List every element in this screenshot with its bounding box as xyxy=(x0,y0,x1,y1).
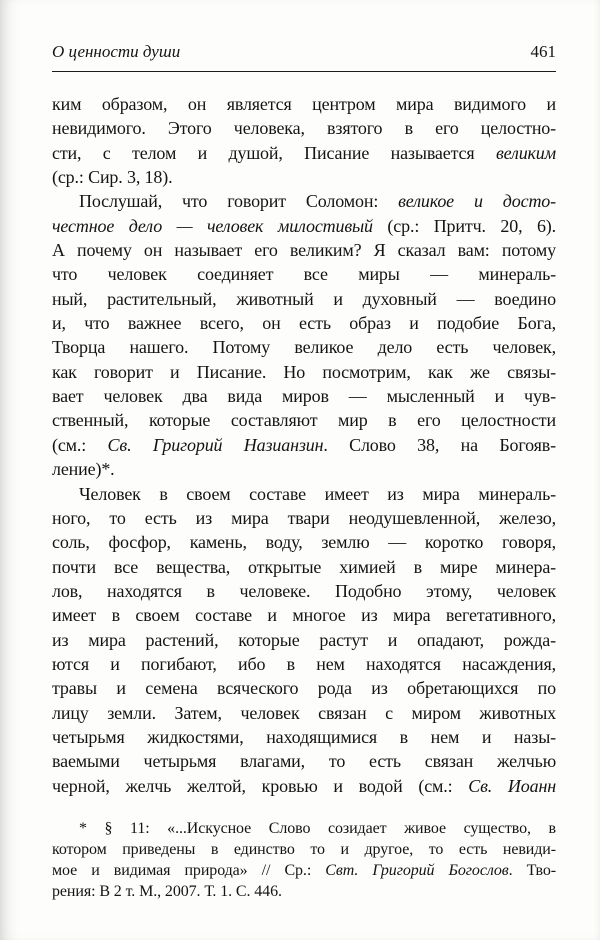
text-segment: (см.: xyxy=(52,434,108,455)
text-segment: Послушай, что говорит Соломон: xyxy=(79,191,399,212)
text-segment: ются и погибают, ибо в нем находятся насаждения, xyxy=(52,653,556,674)
text-segment: ление)*. xyxy=(52,459,115,480)
text-segment: мое и видимая природа» // Ср.: xyxy=(52,861,326,879)
body-line xyxy=(52,189,556,213)
text-segment: черной, желчь желтой, кровью и водой (см.: xyxy=(52,775,469,796)
text-segment: из мира растений, которые растут и опадают, рожда- xyxy=(52,629,556,650)
text-segment: сти, с телом и душой, Писание называется xyxy=(52,142,496,163)
text-segment: А почему он называет его великим? Я сказал вам: потому xyxy=(52,240,556,261)
body-line xyxy=(52,701,556,725)
body-line xyxy=(52,335,556,359)
italic-text-segment: честное дело — человек милостивый xyxy=(52,215,373,236)
footnote-line xyxy=(52,882,556,903)
body-line xyxy=(52,433,556,457)
italic-text-segment: великое и досто- xyxy=(398,191,556,212)
body-line xyxy=(52,360,556,384)
text-segment: как говорит и Писание. Но посмотрим, как же связы- xyxy=(52,361,556,382)
text-segment: рения: В 2 т. М., 2007. Т. 1. С. 446. xyxy=(52,882,282,900)
body-line xyxy=(52,676,556,700)
text-segment: травы и семена всяческого рода из обретающихся по xyxy=(52,678,556,699)
body-line xyxy=(52,92,556,116)
text-segment: что человек соединяет все миры — минераль- xyxy=(52,264,556,285)
body-line xyxy=(52,652,556,676)
body-line xyxy=(52,384,556,408)
body-line xyxy=(52,628,556,652)
text-segment: лицу земли. Затем, человек связан с миром животных xyxy=(52,702,556,723)
body-line xyxy=(52,141,556,165)
text-segment: * § 11: «...Искусное Слово созидает живое существо, в xyxy=(79,819,556,837)
footnote-line xyxy=(52,840,556,861)
body-line xyxy=(52,214,556,238)
paragraph xyxy=(52,189,556,481)
paragraph xyxy=(52,482,556,798)
page-header xyxy=(52,42,556,62)
body-line xyxy=(52,555,556,579)
footnote-line xyxy=(52,819,556,840)
italic-text-segment: Св. Григорий Назианзин xyxy=(107,434,324,455)
text-segment: ного, то есть из мира твари неодушевленной, железо, xyxy=(52,507,556,528)
text-segment: вает человек два вида миров — мысленный и чув- xyxy=(52,386,556,407)
text-segment: ственный, которые составляют мир в его целостности xyxy=(52,410,556,431)
text-segment: (ср.: Притч. 20, 6). xyxy=(372,215,556,236)
paragraph xyxy=(52,92,556,189)
text-segment: соль, фосфор, камень, воду, землю — коротко говоря, xyxy=(52,532,556,553)
body-line xyxy=(52,749,556,773)
footnote xyxy=(52,819,556,903)
body-line xyxy=(52,408,556,432)
body-line xyxy=(52,506,556,530)
body-line xyxy=(52,116,556,140)
header-rule xyxy=(52,71,556,72)
body-line xyxy=(52,482,556,506)
body-line xyxy=(52,311,556,335)
body-line xyxy=(52,530,556,554)
text-segment: ким образом, он является центром мира видимого и xyxy=(52,94,556,114)
body-line xyxy=(52,238,556,262)
footnote-line xyxy=(52,861,556,882)
body-line xyxy=(52,262,556,286)
italic-text-segment: Св. Иоанн xyxy=(468,775,557,796)
body-line xyxy=(52,725,556,749)
italic-text-segment: Свт. Григорий Богослов xyxy=(325,861,509,879)
text-segment: и, что важнее всего, он есть образ и подобие Бога, xyxy=(52,313,556,334)
body-line xyxy=(52,579,556,603)
text-segment: лов, находятся в человеке. Подобно этому, человек xyxy=(52,580,556,601)
text-segment: . Тво- xyxy=(508,861,556,879)
text-segment: невидимого. Этого человека, взятого в его целостно- xyxy=(52,118,556,139)
text-segment: ный, растительный, животный и духовный — воедино xyxy=(52,288,556,309)
text-segment: четырьмя жидкостями, находящимися в нем и назы- xyxy=(52,726,556,747)
page-number: 461 xyxy=(530,42,556,61)
running-title: О ценности души xyxy=(52,42,181,61)
text-segment: имеет в своем составе и многое из мира вегетативного, xyxy=(52,605,556,626)
body-text xyxy=(52,92,556,798)
body-line xyxy=(52,457,556,481)
body-line xyxy=(52,165,556,189)
text-segment: почти все вещества, открытые химией в мире минера- xyxy=(52,556,556,577)
text-segment: . Слово 38, на Богояв- xyxy=(323,434,556,455)
text-segment: Человек в своем составе имеет из мира минераль- xyxy=(79,483,556,504)
text-segment: (ср.: Сир. 3, 18). xyxy=(52,167,173,188)
text-segment: котором приведены в единство то и другое, то есть невиди- xyxy=(52,840,556,858)
body-line xyxy=(52,774,556,798)
text-segment: ваемыми четырьмя влагами, то есть связан желчью xyxy=(52,751,556,772)
text-segment: Творца нашего. Потому великое дело есть человек, xyxy=(52,337,556,358)
italic-text-segment: великим xyxy=(495,142,556,163)
body-line xyxy=(52,287,556,311)
body-line xyxy=(52,603,556,627)
